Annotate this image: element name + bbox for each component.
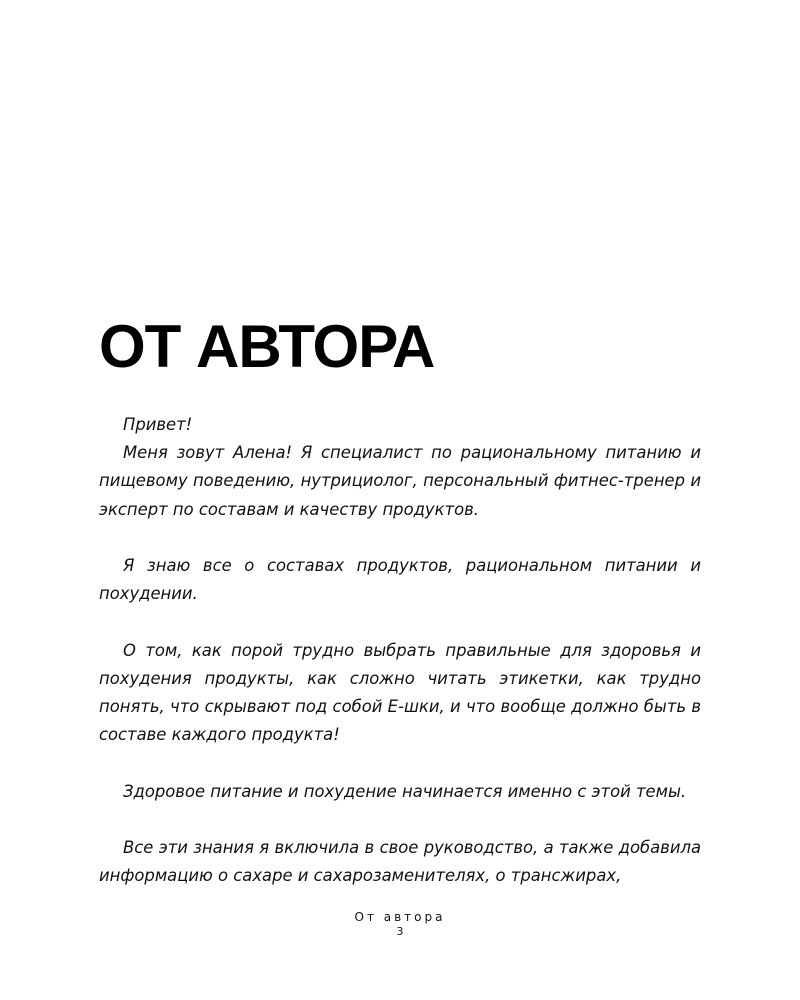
paragraph-greeting: Привет!	[123, 415, 193, 434]
page-number: 3	[396, 925, 404, 938]
paragraph-introduction: Меня зовут Алена! Я специалист по рациональному питанию и пищевому поведению, нутрициолог, персональный фитнес-тренер и эксперт по составам и качеству продуктов.	[99, 443, 701, 519]
running-title: От автора	[354, 910, 446, 924]
body-text	[99, 411, 701, 890]
page-title: ОТ АВТОРА	[99, 313, 435, 380]
paragraph-healthy-eating: Здоровое питание и похудение начинается именно с этой темы.	[123, 781, 687, 801]
paragraph-expertise: Я знаю все о составах продуктов, рациональном питании и похудении.	[99, 556, 701, 604]
paragraph-guide: Все эти знания я включила в свое руководство, а также добавила информацию о сахаре и сахарозаменителях, о трансжирах,	[99, 837, 701, 886]
paragraph-difficulties: О том, как порой трудно выбрать правильные для здоровья и похудения продукты, как сложно читать этикетки, как трудно понять, что скрывают под собой Е-шки, и что вообще должно быть в составе каждого продукта!	[99, 640, 701, 745]
page-footer	[0, 909, 800, 939]
